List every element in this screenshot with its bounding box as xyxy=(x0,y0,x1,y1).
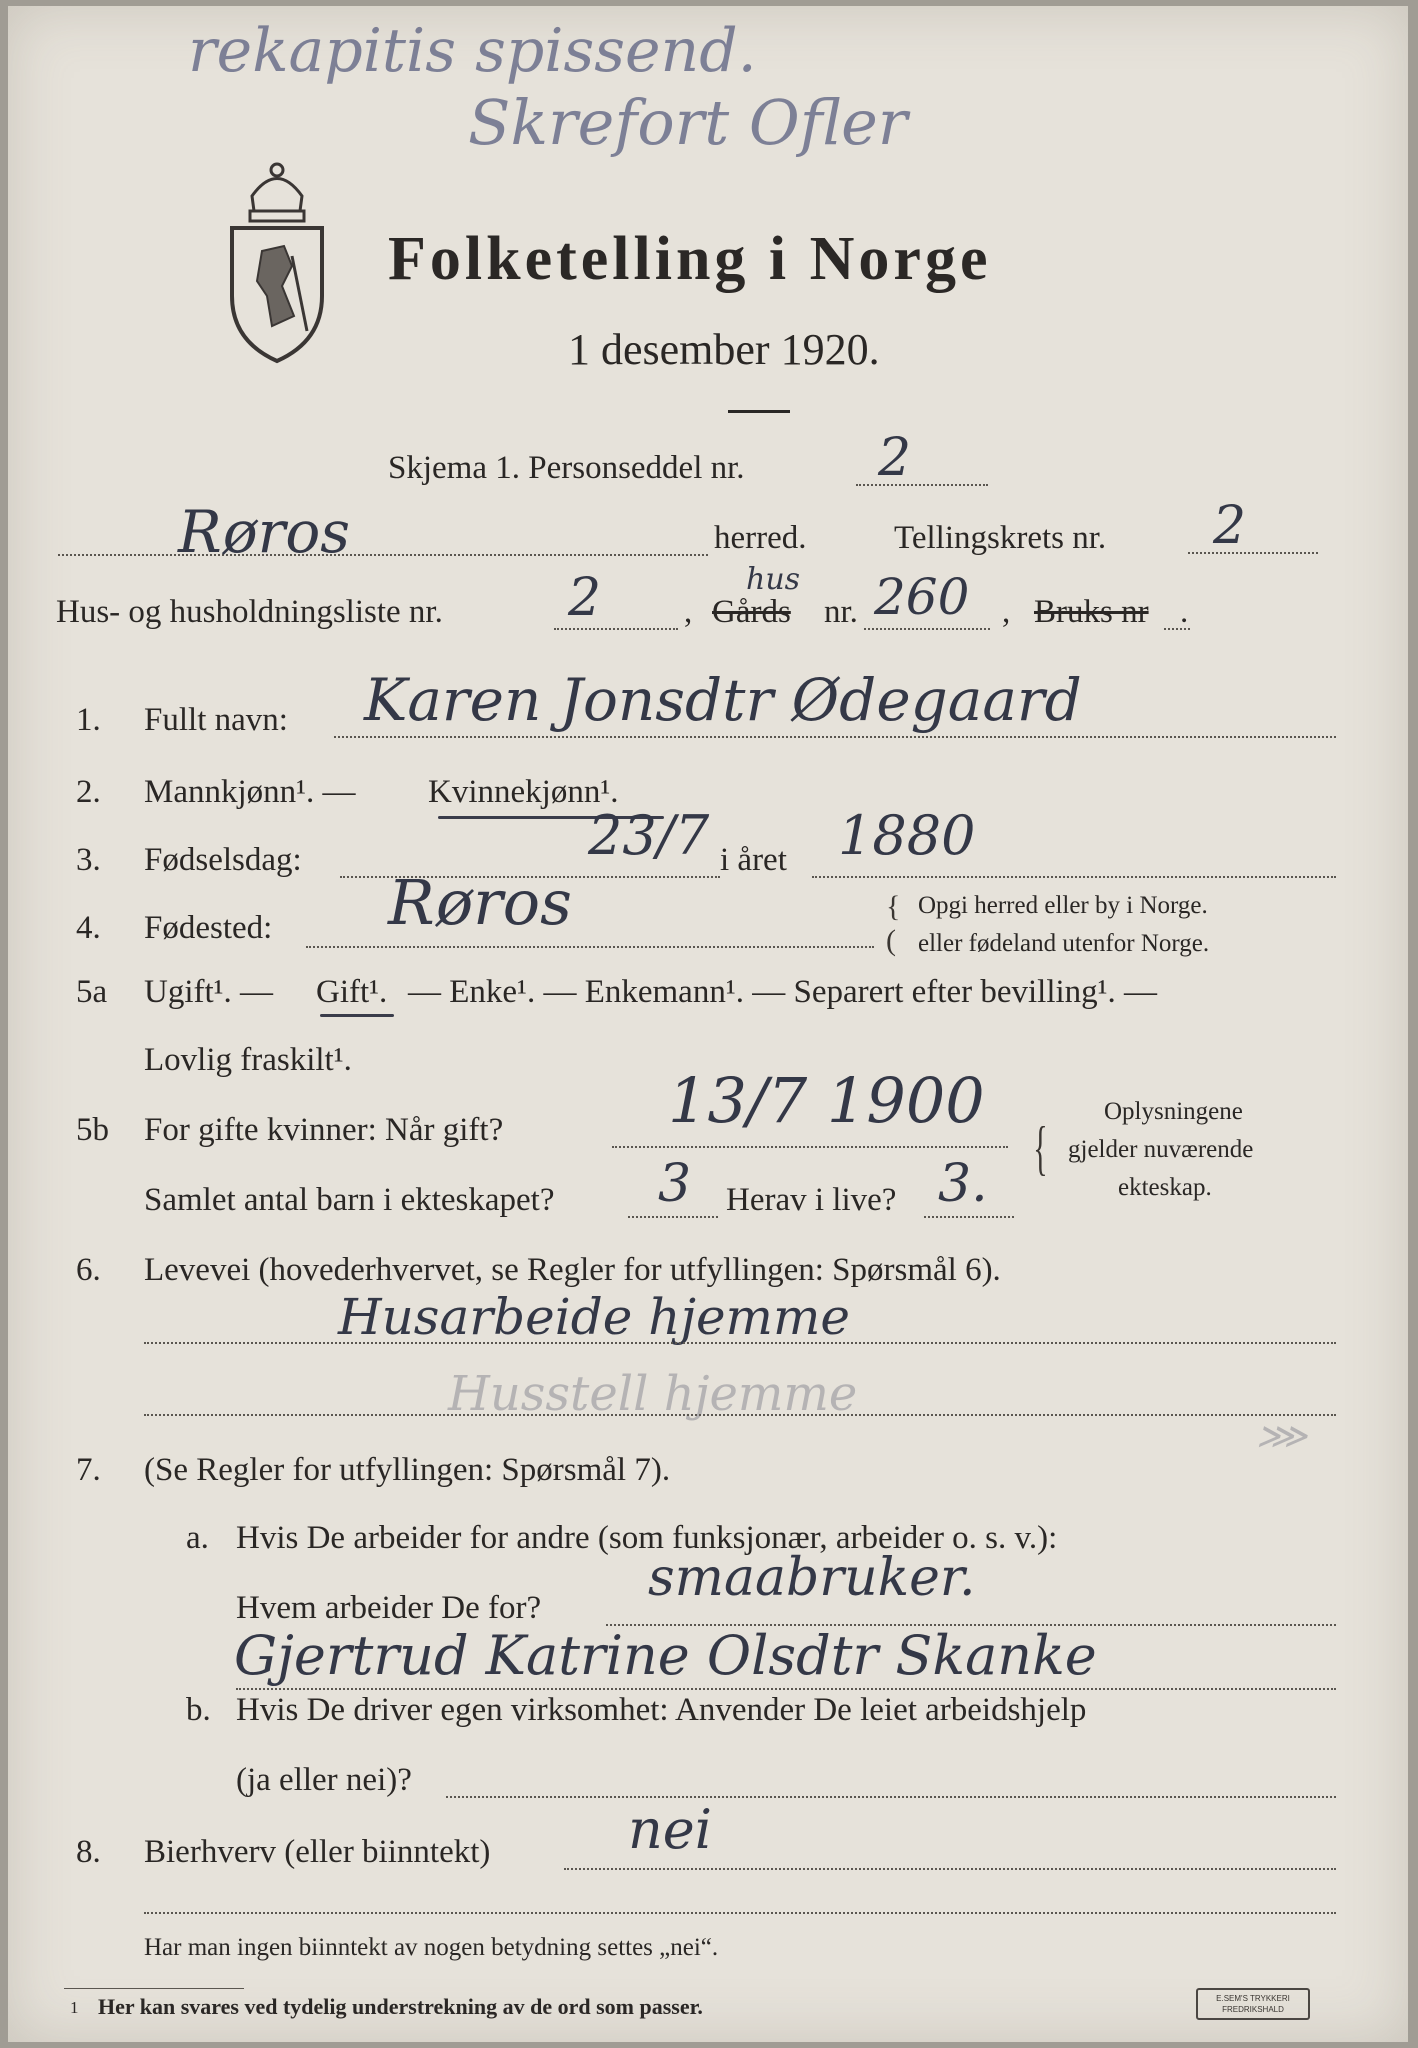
q7b-letter: b. xyxy=(186,1692,211,1728)
q5a-gift-underline xyxy=(320,1014,394,1017)
q5b-note-line2: gjelder nuværende xyxy=(1068,1136,1254,1163)
herred-dotline xyxy=(58,554,708,556)
husliste-dotline xyxy=(554,628,678,630)
form-date: 1 desember 1920. xyxy=(568,325,880,374)
q7a-letter: a. xyxy=(186,1520,209,1556)
q3-number: 3. xyxy=(76,842,101,878)
gards-label: Gårds xyxy=(712,594,791,630)
gards-value[interactable]: 260 xyxy=(874,568,970,626)
bruks-label: Bruks nr xyxy=(1034,594,1149,630)
q7a-employer-value-2[interactable]: Gjertrud Katrine Olsdtr Skanke xyxy=(234,1624,1097,1687)
gards-over-value[interactable]: hus xyxy=(746,562,801,597)
q5b-children-label: Samlet antal barn i ekteskapet? xyxy=(144,1182,555,1218)
form-title: Folketelling i Norge xyxy=(388,225,992,293)
q8-label: Bierhverv (eller biinntekt) xyxy=(144,1834,491,1870)
q5b-brace: { xyxy=(1033,1115,1048,1181)
q7b-sub-label: (ja eller nei)? xyxy=(236,1762,412,1798)
q1-dotline xyxy=(334,736,1336,738)
q5a-option-ugift: Ugift¹. — xyxy=(144,974,274,1010)
q4-dotline xyxy=(306,946,874,948)
q6-faint-annotation: Husstell hjemme xyxy=(448,1366,858,1422)
q4-number: 4. xyxy=(76,910,101,946)
q2-label-female: Kvinnekjønn¹. xyxy=(428,774,619,810)
q3-label: Fødselsdag: xyxy=(144,842,302,878)
q5a-option-gift: Gift¹. xyxy=(316,974,388,1010)
printer-stamp xyxy=(1196,1988,1310,2020)
q8-number: 8. xyxy=(76,1834,101,1870)
q4-birthplace-value[interactable]: Røros xyxy=(388,866,572,939)
q3-year-value[interactable]: 1880 xyxy=(838,804,976,867)
q1-number: 1. xyxy=(76,702,101,738)
q1-label: Fullt navn: xyxy=(144,702,288,738)
top-annotation-line2: Skrefort Ofler xyxy=(468,86,908,159)
q5b-number: 5b xyxy=(76,1112,109,1148)
footnote-number: 1 xyxy=(70,1998,79,2017)
q2-number: 2. xyxy=(76,774,101,810)
q5a-options-rest: — Enke¹. — Enkemann¹. — Separert efter bevilling¹. — xyxy=(408,974,1158,1010)
q3-year-dotline xyxy=(812,876,1336,878)
q4-brace: { xyxy=(886,890,901,923)
tellingskrets-dotline xyxy=(1188,552,1318,554)
husliste-label: Hus- og husholdningsliste nr. xyxy=(56,594,443,630)
q7b-dotline xyxy=(446,1796,1336,1798)
q5b-alive-value[interactable]: 3. xyxy=(938,1154,988,1214)
footer-note: Har man ingen biinntekt av nogen betydning settes „nei“. xyxy=(144,1934,719,1961)
q4-brace-lower: ( xyxy=(886,924,896,957)
title-divider xyxy=(728,410,790,413)
q4-note-line1: Opgi herred eller by i Norge. xyxy=(918,892,1208,919)
q5b-children-value[interactable]: 3 xyxy=(658,1154,692,1214)
q7a-dotline-2 xyxy=(236,1688,1336,1690)
gards-nr-label: nr. xyxy=(824,594,858,630)
q6-dotline-1 xyxy=(144,1342,1336,1344)
q6-label: Levevei (hovederhvervet, se Regler for utfyllingen: Spørsmål 6). xyxy=(144,1252,1001,1288)
q6-occupation-value[interactable]: Husarbeide hjemme xyxy=(338,1288,850,1346)
q6-faint-mark: ⋙ xyxy=(1256,1416,1308,1457)
footnote-rule xyxy=(64,1988,244,1989)
q7-number: 7. xyxy=(76,1452,101,1488)
q2-label-male: Mannkjønn¹. — xyxy=(144,774,356,810)
tellingskrets-value[interactable]: 2 xyxy=(1213,496,1247,556)
printer-stamp-text: E.SEM'S TRYKKERI FREDRIKSHALD xyxy=(1216,1994,1290,2014)
q5a-number: 5a xyxy=(76,974,108,1010)
q7a-employer-label: Hvem arbeider De for? xyxy=(236,1590,542,1626)
schema-dotline xyxy=(856,484,988,486)
comma-2: , xyxy=(1002,594,1011,630)
q6-dotline-2 xyxy=(144,1414,1336,1416)
norwegian-coat-of-arms-icon xyxy=(222,156,332,366)
q5b-alive-label: Herav i live? xyxy=(726,1182,897,1218)
q5b-married-date-value[interactable]: 13/7 1900 xyxy=(668,1064,985,1137)
top-annotation-line1: rekapitis spissend. xyxy=(188,16,757,86)
q5b-children-dotline xyxy=(628,1216,718,1218)
herred-label: herred. xyxy=(714,520,807,556)
schema-value[interactable]: 2 xyxy=(878,428,912,488)
herred-value[interactable]: Røros xyxy=(178,498,351,566)
q5b-alive-dotline xyxy=(924,1216,1014,1218)
bruks-tail: . xyxy=(1180,594,1189,630)
q4-note-line2: eller fødeland utenfor Norge. xyxy=(918,930,1210,957)
census-form-sheet xyxy=(8,6,1408,2042)
tellingskrets-label: Tellingskrets nr. xyxy=(894,520,1107,556)
q7a-label: Hvis De arbeider for andre (som funksjonær, arbeider o. s. v.): xyxy=(236,1520,1058,1556)
q5b-married-dotline xyxy=(612,1146,1008,1148)
q5b-note-line1: Oplysningene xyxy=(1104,1098,1243,1125)
q6-number: 6. xyxy=(76,1252,101,1288)
q8-dotline-1 xyxy=(564,1868,1336,1870)
q8-side-income-value[interactable]: nei xyxy=(628,1798,713,1861)
q3-year-label: i året xyxy=(720,842,787,878)
q7b-label: Hvis De driver egen virksomhet: Anvender De leiet arbeidshjelp xyxy=(236,1692,1087,1728)
q5b-note-line3: ekteskap. xyxy=(1118,1174,1212,1201)
q5a-option-fraskilt: Lovlig fraskilt¹. xyxy=(144,1042,352,1078)
q8-dotline-2 xyxy=(144,1912,1336,1914)
gards-dotline xyxy=(864,628,990,630)
husliste-value[interactable]: 2 xyxy=(568,568,602,628)
q7a-employer-value[interactable]: smaabruker. xyxy=(648,1548,976,1608)
footnote-text: Her kan svares ved tydelig understrekning av de ord som passer. xyxy=(98,1994,703,2019)
q4-label: Fødested: xyxy=(144,910,273,946)
q7-label: (Se Regler for utfyllingen: Spørsmål 7). xyxy=(144,1452,671,1488)
schema-label: Skjema 1. Personseddel nr. xyxy=(388,450,745,486)
q1-full-name-value[interactable]: Karen Jonsdtr Ødegaard xyxy=(364,666,1082,734)
comma-1: , xyxy=(684,594,693,630)
q3-birthday-value[interactable]: 23/7 xyxy=(588,804,710,867)
q5b-married-label: For gifte kvinner: Når gift? xyxy=(144,1112,504,1148)
